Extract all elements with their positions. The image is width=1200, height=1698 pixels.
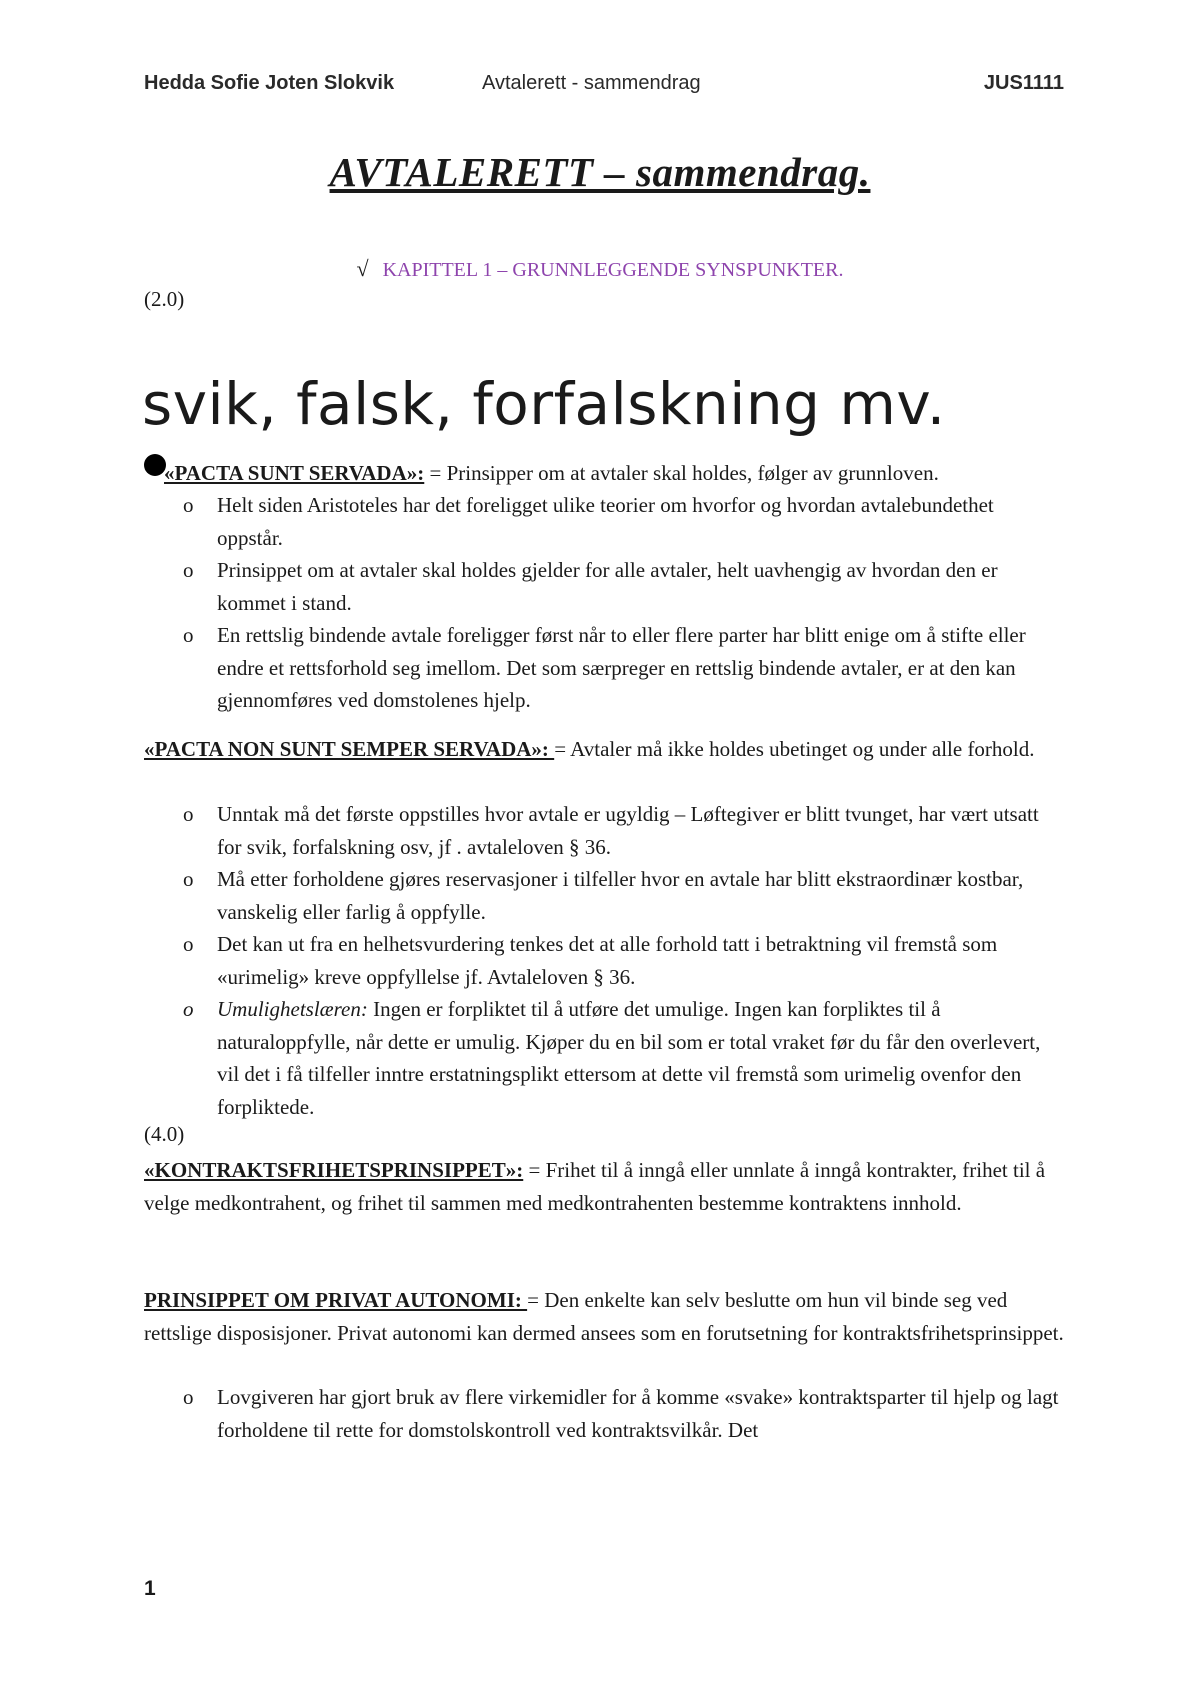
list-item: o En rettslig bindende avtale foreligger først når to eller flere parter har blitt enige om å stifte eller endre et rettsforhold seg imellom. Det som særpreger en rettslig bindende avtaler, er at den kan gjennomføres ved domstolenes hjelp. <box>144 619 1064 717</box>
autonomi-term: PRINSIPPET OM PRIVAT AUTONOMI: <box>144 1288 528 1312</box>
kontrakt-term: «KONTRAKTSFRIHETSPRINSIPPET»: <box>144 1158 524 1182</box>
autonomi-definition <box>144 1284 1064 1349</box>
section-ref-2: (2.0) <box>144 287 185 311</box>
page-number: 1 <box>144 1577 156 1600</box>
chapter-heading <box>0 256 1200 282</box>
list-item: o Unntak må det første oppstilles hvor avtale er ugyldig – Løftegiver er blitt tvunget, har vært utsatt for svik, forfalskning osv, jf . avtaleloven § 36. <box>144 798 1064 863</box>
pacta-non-term: «PACTA NON SUNT SEMPER SERVADA»: <box>144 737 555 761</box>
list-item: o Må etter forholdene gjøres reservasjoner i tilfeller hvor en avtale har blitt ekstraordinær kostbar, vanskelig eller farlig å oppfylle. <box>144 863 1064 928</box>
pacta-non-text: = Avtaler må ikke holdes ubetinget og under alle forhold. <box>554 737 1035 761</box>
large-heading: svik, falsk, forfalskning mv. <box>142 370 946 438</box>
header-author: Hedda Sofie Joten Slokvik <box>144 72 395 94</box>
document-title: AVTALERETT – sammendrag. <box>329 149 871 195</box>
autonomi-text: = Den enkelte kan selv beslutte om hun vil binde seg ved rettslige disposisjoner. Privat autonomi kan dermed ansees som en forutsetning for kontraktsfrihetsprinsippet. <box>144 1288 1064 1345</box>
pacta-sunt-term: «PACTA SUNT SERVADA»: <box>164 461 425 485</box>
pacta-sunt-definition <box>144 457 1064 490</box>
kontrakt-text: = Frihet til å inngå eller unnlate å inngå kontrakter, frihet til å velge medkontrahent, og frihet til sammen med medkontrahenten bestemme kontraktens innhold. <box>144 1158 1046 1215</box>
kontrakt-definition <box>144 1154 1064 1219</box>
list-item: o Helt siden Aristoteles har det foreligget ulike teorier om hvorfor og hvordan avtalebundethet oppstår. <box>144 489 1064 554</box>
umulighet-term: Umulighetslæren: <box>217 997 368 1021</box>
chapter-label: KAPITTEL 1 – GRUNNLEGGENDE SYNSPUNKTER. <box>382 259 844 281</box>
header-doc-title: Avtalerett - sammendrag <box>482 72 701 94</box>
pacta-sunt-text: = Prinsipper om at avtaler skal holdes, følger av grunnloven. <box>424 461 939 485</box>
section-ref-4: (4.0) <box>144 1122 185 1146</box>
list-item: o Prinsippet om at avtaler skal holdes gjelder for alle avtaler, helt uavhengig av hvordan den er kommet i stand. <box>144 554 1064 619</box>
autonomi-list <box>144 1381 1064 1446</box>
checkmark-icon: √ <box>356 256 369 281</box>
umulighet-text: Ingen er forpliktet til å utføre det umulige. Ingen kan forpliktes til å naturaloppfylle, når dette er umulig. Kjøper du en bil som er total vraket før du får den overlevert, vil det i få tilfeller inntre erstatningsplikt ettersom at dette vil fremstå som urimelig ovenfor den forpliktede. <box>217 997 1041 1119</box>
pacta-non-definition <box>144 733 1064 766</box>
list-item <box>144 993 1064 1123</box>
pacta-sunt-list <box>144 489 1064 717</box>
list-item: o Lovgiveren har gjort bruk av flere virkemidler for å komme «svake» kontraktsparter til hjelp og lagt forholdene til rette for domstolskontroll ved kontraktsvilkår. Det <box>144 1381 1064 1446</box>
page-header <box>144 72 1064 102</box>
pacta-non-list <box>144 798 1064 1123</box>
list-item: o Det kan ut fra en helhetsvurdering tenkes det at alle forhold tatt i betraktning vil fremstå som «urimelig» kreve oppfyllelse jf. Avtaleloven § 36. <box>144 928 1064 993</box>
header-course-code: JUS1111 <box>983 72 1064 94</box>
